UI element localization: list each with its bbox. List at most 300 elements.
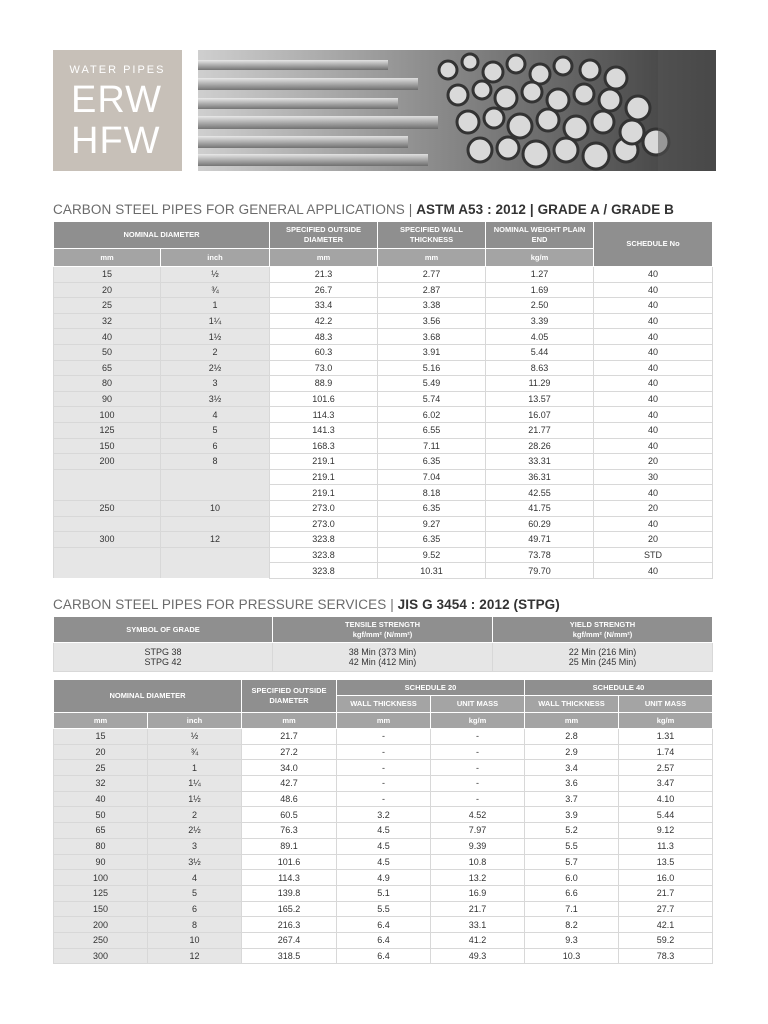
table-cell: 3½ xyxy=(161,391,270,407)
header-wall-thickness: SPECIFIED WALL THICKNESS xyxy=(378,222,486,249)
table-row xyxy=(54,282,713,298)
table-cell: 6.4 xyxy=(337,917,431,933)
table-row xyxy=(54,344,713,360)
table-cell: 300 xyxy=(54,532,161,548)
table-cell: 25 xyxy=(54,760,148,776)
table-cell xyxy=(54,547,161,563)
table-cell: 36.31 xyxy=(486,469,594,485)
table-cell: 16.07 xyxy=(486,407,594,423)
table-cell: 216.3 xyxy=(242,917,337,933)
table-row xyxy=(54,360,713,376)
table-cell: 8 xyxy=(148,917,242,933)
table-cell: 3 xyxy=(161,376,270,392)
table-cell: 6.02 xyxy=(378,407,486,423)
table-cell: 6.0 xyxy=(525,870,619,886)
table-cell: 21.7 xyxy=(619,885,713,901)
table-cell: 7.11 xyxy=(378,438,486,454)
table-cell: 3.7 xyxy=(525,791,619,807)
table-row xyxy=(54,791,713,807)
table-cell xyxy=(54,485,161,501)
header-nominal-weight: NOMINAL WEIGHT PLAIN END xyxy=(486,222,594,249)
table-cell: 9.3 xyxy=(525,932,619,948)
table-cell: 6.35 xyxy=(378,500,486,516)
table-cell: 2 xyxy=(161,344,270,360)
table-cell: 5.44 xyxy=(619,807,713,823)
table-cell: 40 xyxy=(594,391,713,407)
table-cell: 300 xyxy=(54,948,148,964)
table-cell: 4.05 xyxy=(486,329,594,345)
pipes-photo xyxy=(198,50,716,171)
header-schedule-20: SCHEDULE 20 xyxy=(337,680,525,696)
table-row xyxy=(54,885,713,901)
table-cell: STD xyxy=(594,547,713,563)
table-cell: 60.29 xyxy=(486,516,594,532)
table-row xyxy=(54,563,713,579)
hero-title-block xyxy=(53,50,182,171)
table-cell: 59.2 xyxy=(619,932,713,948)
table-row xyxy=(54,469,713,485)
table-cell: 2.87 xyxy=(378,282,486,298)
table-cell: 15 xyxy=(54,729,148,745)
table-cell: 9.12 xyxy=(619,823,713,839)
table-cell: - xyxy=(337,760,431,776)
table-cell: 100 xyxy=(54,870,148,886)
table-cell: 9.52 xyxy=(378,547,486,563)
table-row xyxy=(54,776,713,792)
table-cell: 168.3 xyxy=(270,438,378,454)
table-cell: 323.8 xyxy=(270,563,378,579)
table-cell: 10.3 xyxy=(525,948,619,964)
table-cell xyxy=(54,516,161,532)
table-cell: 7.04 xyxy=(378,469,486,485)
table-cell: 40 xyxy=(54,791,148,807)
table-cell: 73.0 xyxy=(270,360,378,376)
table-cell: 10.8 xyxy=(431,854,525,870)
table-cell: 7.97 xyxy=(431,823,525,839)
table-row xyxy=(54,901,713,917)
table-cell: 48.3 xyxy=(270,329,378,345)
table-cell: 40 xyxy=(594,407,713,423)
table-cell: 25 xyxy=(54,298,161,314)
table-row xyxy=(54,532,713,548)
table-cell: 90 xyxy=(54,391,161,407)
tensile-strength-cell: 38 Min (373 Min) 42 Min (412 Min) xyxy=(273,643,493,672)
table-row xyxy=(54,485,713,501)
header-tensile-strength: TENSILE STRENGTH kgf/mm² (N/mm²) xyxy=(273,617,493,643)
table-cell: 219.1 xyxy=(270,454,378,470)
table-cell: - xyxy=(337,729,431,745)
table-cell: 4 xyxy=(161,407,270,423)
table-cell: 219.1 xyxy=(270,485,378,501)
table-cell: 1.27 xyxy=(486,267,594,283)
table-row xyxy=(54,729,713,745)
header-unit-mass: UNIT MASS xyxy=(619,696,713,713)
table-cell: 6.55 xyxy=(378,422,486,438)
table-cell: 41.75 xyxy=(486,500,594,516)
table-cell: 323.8 xyxy=(270,532,378,548)
table-cell: 34.0 xyxy=(242,760,337,776)
table-cell: 40 xyxy=(594,282,713,298)
header-unit-kgm: kg/m xyxy=(431,713,525,729)
pipes-photo-illustration xyxy=(198,50,716,171)
table-cell: 1 xyxy=(161,298,270,314)
table-row xyxy=(54,267,713,283)
table-cell: 4.5 xyxy=(337,854,431,870)
table-cell: 2½ xyxy=(161,360,270,376)
table-cell: - xyxy=(337,791,431,807)
table-cell: 1 xyxy=(148,760,242,776)
table-cell: - xyxy=(337,776,431,792)
header-outside-diameter: SPECIFIED OUTSIDE DIAMETER xyxy=(270,222,378,249)
header-unit-mm: mm xyxy=(378,249,486,267)
table-cell: 114.3 xyxy=(270,407,378,423)
table-cell: 89.1 xyxy=(242,838,337,854)
table-cell: 6 xyxy=(161,438,270,454)
table-cell: 267.4 xyxy=(242,932,337,948)
table-cell: - xyxy=(431,729,525,745)
table-cell: 9.39 xyxy=(431,838,525,854)
table-cell: 6 xyxy=(148,901,242,917)
header-unit-mm: mm xyxy=(337,713,431,729)
table-cell: 42.1 xyxy=(619,917,713,933)
table-row xyxy=(54,516,713,532)
header-unit-mm: mm xyxy=(54,713,148,729)
table-cell: - xyxy=(431,744,525,760)
table-cell xyxy=(161,485,270,501)
table-cell: 5.44 xyxy=(486,344,594,360)
table-row xyxy=(54,500,713,516)
table-cell: 10 xyxy=(148,932,242,948)
table-cell: 40 xyxy=(594,313,713,329)
table-cell: 5.2 xyxy=(525,823,619,839)
header-nominal-diameter: NOMINAL DIAMETER xyxy=(54,222,270,249)
hero-title-hfw: HFW xyxy=(71,120,161,162)
table-cell: 3.39 xyxy=(486,313,594,329)
table-cell: 3.4 xyxy=(525,760,619,776)
table-cell: 42.7 xyxy=(242,776,337,792)
table-cell xyxy=(54,563,161,579)
table-cell: 3.38 xyxy=(378,298,486,314)
table-cell: 49.71 xyxy=(486,532,594,548)
table-row xyxy=(54,547,713,563)
table-cell: 3 xyxy=(148,838,242,854)
section-title-jis: CARBON STEEL PIPES FOR PRESSURE SERVICES | JIS G 3454 : 2012 (STPG) xyxy=(53,597,560,612)
header-symbol-of-grade: SYMBOL OF GRADE xyxy=(54,617,273,643)
table-cell: 11.3 xyxy=(619,838,713,854)
table-cell: 2 xyxy=(148,807,242,823)
table-cell: 90 xyxy=(54,854,148,870)
table-cell: 40 xyxy=(54,329,161,345)
table-cell: 40 xyxy=(594,485,713,501)
table-cell: 13.2 xyxy=(431,870,525,886)
table-cell: 3.9 xyxy=(525,807,619,823)
table-cell: 28.26 xyxy=(486,438,594,454)
table-cell: 4.5 xyxy=(337,838,431,854)
jis-grade-table xyxy=(53,616,713,672)
table-cell: 4.10 xyxy=(619,791,713,807)
table-cell: 33.4 xyxy=(270,298,378,314)
table-row xyxy=(54,407,713,423)
table-cell: 10 xyxy=(161,500,270,516)
table-cell: 21.7 xyxy=(242,729,337,745)
table-cell: 80 xyxy=(54,838,148,854)
header-unit-inch: inch xyxy=(161,249,270,267)
table-cell: 21.3 xyxy=(270,267,378,283)
header-unit-mm: mm xyxy=(242,713,337,729)
table-cell: 13.57 xyxy=(486,391,594,407)
table-cell: 41.2 xyxy=(431,932,525,948)
header-unit-mm: mm xyxy=(270,249,378,267)
table-row xyxy=(54,298,713,314)
table-cell: 27.7 xyxy=(619,901,713,917)
table-row xyxy=(54,329,713,345)
hero-title-erw: ERW xyxy=(71,79,162,121)
table-cell: 100 xyxy=(54,407,161,423)
table-cell: 4 xyxy=(148,870,242,886)
table-cell: 125 xyxy=(54,422,161,438)
table-cell: 2.57 xyxy=(619,760,713,776)
table-row xyxy=(54,870,713,886)
table-cell: 73.78 xyxy=(486,547,594,563)
table-cell: 1.69 xyxy=(486,282,594,298)
table-cell: 318.5 xyxy=(242,948,337,964)
table-cell: ¾ xyxy=(148,744,242,760)
grade-symbol-cell: STPG 38 STPG 42 xyxy=(54,643,273,672)
table-cell: 1.31 xyxy=(619,729,713,745)
table-cell: 40 xyxy=(594,298,713,314)
table-cell xyxy=(161,563,270,579)
table-row xyxy=(54,376,713,392)
table-cell: 273.0 xyxy=(270,516,378,532)
table-cell: 2.77 xyxy=(378,267,486,283)
table-cell: 21.7 xyxy=(431,901,525,917)
table-cell: 200 xyxy=(54,454,161,470)
table-cell: 1¼ xyxy=(148,776,242,792)
table-cell: 4.52 xyxy=(431,807,525,823)
table-cell: 33.31 xyxy=(486,454,594,470)
table-row xyxy=(54,391,713,407)
table-cell xyxy=(161,547,270,563)
header-unit-mm: mm xyxy=(525,713,619,729)
table-cell: 15 xyxy=(54,267,161,283)
table-cell xyxy=(54,469,161,485)
table-cell: 6.4 xyxy=(337,948,431,964)
table-cell: 26.7 xyxy=(270,282,378,298)
table-cell: 150 xyxy=(54,438,161,454)
table-cell: 5.5 xyxy=(337,901,431,917)
jis-dimension-table xyxy=(53,679,713,964)
table-cell: 2.9 xyxy=(525,744,619,760)
table-cell: 33.1 xyxy=(431,917,525,933)
table-cell: 3½ xyxy=(148,854,242,870)
table-cell: 7.1 xyxy=(525,901,619,917)
table-cell: 6.35 xyxy=(378,532,486,548)
table-cell: 40 xyxy=(594,376,713,392)
section-title-astm: CARBON STEEL PIPES FOR GENERAL APPLICATIONS | ASTM A53 : 2012 | GRADE A / GRADE B xyxy=(53,202,675,217)
table-cell: 5.1 xyxy=(337,885,431,901)
table-cell: 40 xyxy=(594,344,713,360)
table-cell: 20 xyxy=(54,282,161,298)
table-cell: 5 xyxy=(161,422,270,438)
table-cell: 3.91 xyxy=(378,344,486,360)
table-cell: 139.8 xyxy=(242,885,337,901)
table-cell: ½ xyxy=(148,729,242,745)
table-cell: 12 xyxy=(148,948,242,964)
table-cell: 5.49 xyxy=(378,376,486,392)
table-cell: 13.5 xyxy=(619,854,713,870)
header-wall-thickness: WALL THICKNESS xyxy=(525,696,619,713)
table-cell: 6.4 xyxy=(337,932,431,948)
table-cell: 49.3 xyxy=(431,948,525,964)
table-cell: 3.2 xyxy=(337,807,431,823)
table-cell: 250 xyxy=(54,932,148,948)
table-cell: 101.6 xyxy=(270,391,378,407)
table-cell: 40 xyxy=(594,438,713,454)
table-cell: 1½ xyxy=(161,329,270,345)
table-cell: 40 xyxy=(594,360,713,376)
table-cell: 50 xyxy=(54,344,161,360)
header-schedule: SCHEDULE No xyxy=(594,222,713,267)
table-cell: 5 xyxy=(148,885,242,901)
table-row xyxy=(54,948,713,964)
table-cell: 79.70 xyxy=(486,563,594,579)
table-cell: - xyxy=(431,791,525,807)
header-nominal-diameter: NOMINAL DIAMETER xyxy=(54,680,242,713)
table-cell: ½ xyxy=(161,267,270,283)
table-cell: 2.8 xyxy=(525,729,619,745)
table-cell: 6.35 xyxy=(378,454,486,470)
table-cell: 20 xyxy=(594,500,713,516)
table-cell: 76.3 xyxy=(242,823,337,839)
table-cell: 16.9 xyxy=(431,885,525,901)
yield-strength-cell: 22 Min (216 Min) 25 Min (245 Min) xyxy=(493,643,713,672)
table-cell: 40 xyxy=(594,422,713,438)
table-row xyxy=(54,313,713,329)
table-cell: 150 xyxy=(54,901,148,917)
table-cell: 20 xyxy=(594,454,713,470)
table-cell: 48.6 xyxy=(242,791,337,807)
table-cell: 3.6 xyxy=(525,776,619,792)
table-cell: 273.0 xyxy=(270,500,378,516)
table-cell: 21.77 xyxy=(486,422,594,438)
table-cell: 5.74 xyxy=(378,391,486,407)
astm-a53-table xyxy=(53,221,713,579)
table-cell xyxy=(161,469,270,485)
table-row xyxy=(54,744,713,760)
table-row xyxy=(54,438,713,454)
header-unit-inch: inch xyxy=(148,713,242,729)
table-cell: 20 xyxy=(54,744,148,760)
table-cell: 88.9 xyxy=(270,376,378,392)
table-cell: 16.0 xyxy=(619,870,713,886)
table-cell: 65 xyxy=(54,360,161,376)
table-cell: 60.5 xyxy=(242,807,337,823)
table-cell: 1.74 xyxy=(619,744,713,760)
table-row xyxy=(54,823,713,839)
table-cell: 40 xyxy=(594,563,713,579)
table-cell: 8.2 xyxy=(525,917,619,933)
table-cell: 114.3 xyxy=(242,870,337,886)
table-cell: 4.9 xyxy=(337,870,431,886)
table-row xyxy=(54,760,713,776)
table-cell: 2.50 xyxy=(486,298,594,314)
table-cell: 10.31 xyxy=(378,563,486,579)
table-cell: 78.3 xyxy=(619,948,713,964)
hero-subtitle: WATER PIPES xyxy=(69,64,166,76)
table-cell xyxy=(161,516,270,532)
table-cell: 32 xyxy=(54,776,148,792)
table-cell: 200 xyxy=(54,917,148,933)
table-cell: 20 xyxy=(594,532,713,548)
table-cell: 3.68 xyxy=(378,329,486,345)
table-cell: 165.2 xyxy=(242,901,337,917)
table-row xyxy=(54,807,713,823)
header-yield-strength: YIELD STRENGTH kgf/mm² (N/mm²) xyxy=(493,617,713,643)
table-row xyxy=(54,422,713,438)
table-cell: 141.3 xyxy=(270,422,378,438)
table-cell: 5.7 xyxy=(525,854,619,870)
table-cell: 42.55 xyxy=(486,485,594,501)
table-cell: 8.18 xyxy=(378,485,486,501)
table-cell: 1¼ xyxy=(161,313,270,329)
table-cell: 40 xyxy=(594,267,713,283)
table-cell: 8 xyxy=(161,454,270,470)
header-outside-diameter: SPECIFIED OUTSIDE DIAMETER xyxy=(242,680,337,713)
table-row xyxy=(54,454,713,470)
table-cell: 125 xyxy=(54,885,148,901)
table-cell: 40 xyxy=(594,516,713,532)
table-cell: 40 xyxy=(594,329,713,345)
table-cell: 42.2 xyxy=(270,313,378,329)
table-cell: 323.8 xyxy=(270,547,378,563)
table-cell: 27.2 xyxy=(242,744,337,760)
table-cell: ¾ xyxy=(161,282,270,298)
table-cell: 3.56 xyxy=(378,313,486,329)
table-row xyxy=(54,838,713,854)
table-row xyxy=(54,854,713,870)
table-cell: 5.5 xyxy=(525,838,619,854)
table-cell: 30 xyxy=(594,469,713,485)
table-cell: 4.5 xyxy=(337,823,431,839)
table-cell: 65 xyxy=(54,823,148,839)
header-schedule-40: SCHEDULE 40 xyxy=(525,680,713,696)
table-cell: 250 xyxy=(54,500,161,516)
table-cell: 101.6 xyxy=(242,854,337,870)
table-cell: - xyxy=(431,760,525,776)
table-cell: - xyxy=(431,776,525,792)
table-cell: 5.16 xyxy=(378,360,486,376)
table-cell: 3.47 xyxy=(619,776,713,792)
table-cell: 6.6 xyxy=(525,885,619,901)
header-unit-mass: UNIT MASS xyxy=(431,696,525,713)
table-cell: 9.27 xyxy=(378,516,486,532)
table-cell: 219.1 xyxy=(270,469,378,485)
table-cell: 32 xyxy=(54,313,161,329)
table-cell: 60.3 xyxy=(270,344,378,360)
table-row xyxy=(54,917,713,933)
header-unit-kgm: kg/m xyxy=(619,713,713,729)
header-unit-kgm: kg/m xyxy=(486,249,594,267)
table-cell: 50 xyxy=(54,807,148,823)
table-cell: - xyxy=(337,744,431,760)
table-row xyxy=(54,932,713,948)
table-cell: 11.29 xyxy=(486,376,594,392)
table-cell: 12 xyxy=(161,532,270,548)
table-cell: 80 xyxy=(54,376,161,392)
table-cell: 2½ xyxy=(148,823,242,839)
header-unit-mm: mm xyxy=(54,249,161,267)
table-cell: 1½ xyxy=(148,791,242,807)
